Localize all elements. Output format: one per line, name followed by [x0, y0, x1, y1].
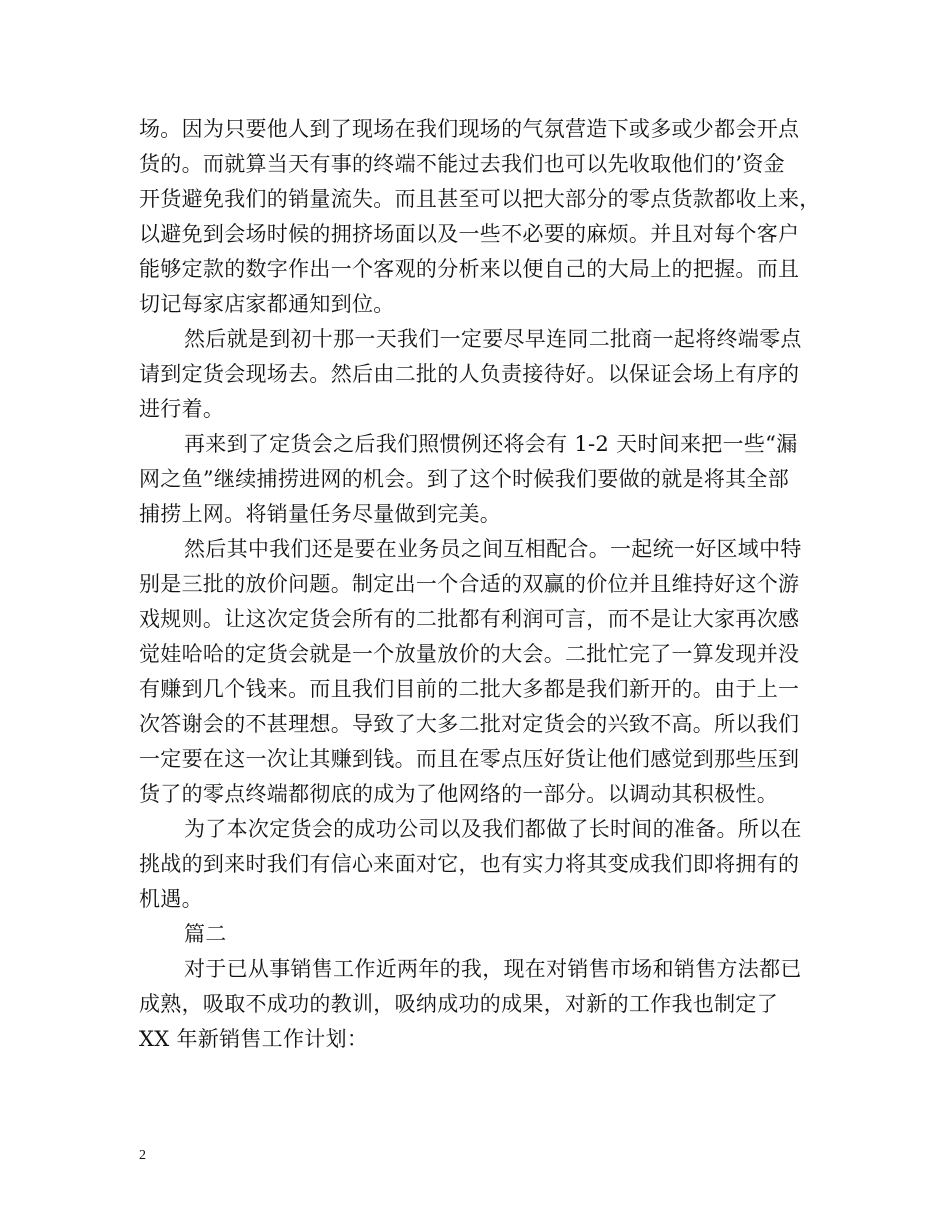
- paragraph: [139, 112, 829, 322]
- paragraph: [139, 812, 829, 917]
- text-line: 成熟，吸取不成功的教训，吸纳成功的成果，对新的工作我也制定了: [139, 992, 778, 1016]
- paragraph: [139, 917, 829, 952]
- paragraph: [139, 952, 829, 1057]
- text-line: 再来到了定货会之后我们照惯例还将会有 1-2 天时间来把一些“漏: [184, 432, 798, 456]
- text-line: 然后其中我们还是要在业务员之间互相配合。一起统一好区域中特: [184, 537, 802, 561]
- text-line: 网之鱼”继续捕捞进网的机会。到了这个时候我们要做的就是将其全部: [139, 467, 790, 491]
- text-line: 篇二: [184, 922, 227, 946]
- document-body: [139, 112, 829, 1057]
- text-line: 请到定货会现场去。然后由二批的人负责接待好。以保证会场上有序的: [139, 362, 800, 386]
- text-line: 捕捞上网。将销量任务尽量做到完美。: [139, 502, 502, 526]
- text-line: 戏规则。让这次定货会所有的二批都有利润可言，而不是让大家再次感: [139, 607, 800, 631]
- text-line: 能够定款的数字作出一个客观的分析来以便自己的大局上的把握。而且: [139, 257, 800, 281]
- paragraph: [139, 532, 829, 812]
- paragraph: [139, 322, 829, 427]
- text-line: 挑战的到来时我们有信心来面对它，也有实力将其变成我们即将拥有的: [139, 852, 800, 876]
- page-number: 2: [139, 1148, 146, 1163]
- text-line: 为了本次定货会的成功公司以及我们都做了长时间的准备。所以在: [184, 817, 802, 841]
- text-line: 次答谢会的不甚理想。导致了大多二批对定货会的兴致不高。所以我们: [139, 712, 800, 736]
- text-line: 切记每家店家都通知到位。: [139, 292, 395, 316]
- text-line: 觉娃哈哈的定货会就是一个放量放价的大会。二批忙完了一算发现并没: [139, 642, 800, 666]
- text-line: 一定要在这一次让其赚到钱。而且在零点压好货让他们感觉到那些压到: [139, 747, 800, 771]
- paragraph: [139, 427, 829, 532]
- text-line: 以避免到会场时候的拥挤场面以及一些不必要的麻烦。并且对每个客户: [139, 222, 800, 246]
- text-line: 货了的零点终端都彻底的成为了他网络的一部分。以调动其积极性。: [139, 782, 778, 806]
- text-line: XX 年新销售工作计划：: [139, 1027, 369, 1051]
- text-line: 货的。而就算当天有事的终端不能过去我们也可以先收取他们的’资金: [139, 152, 785, 176]
- text-line: 进行着。: [139, 397, 225, 421]
- text-line: 别是三批的放价问题。制定出一个合适的双赢的价位并且维持好这个游: [139, 572, 800, 596]
- text-line: 机遇。: [139, 887, 203, 911]
- text-line: 有赚到几个钱来。而且我们目前的二批大多都是我们新开的。由于上一: [139, 677, 800, 701]
- text-line: 场。因为只要他人到了现场在我们现场的气氛营造下或多或少都会开点: [139, 117, 800, 141]
- text-line: 对于已从事销售工作近两年的我，现在对销售市场和销售方法都已: [184, 957, 802, 981]
- text-line: 然后就是到初十那一天我们一定要尽早连同二批商一起将终端零点: [184, 327, 802, 351]
- text-line: 开货避免我们的销量流失。而且甚至可以把大部分的零点货款都收上来，: [139, 187, 821, 211]
